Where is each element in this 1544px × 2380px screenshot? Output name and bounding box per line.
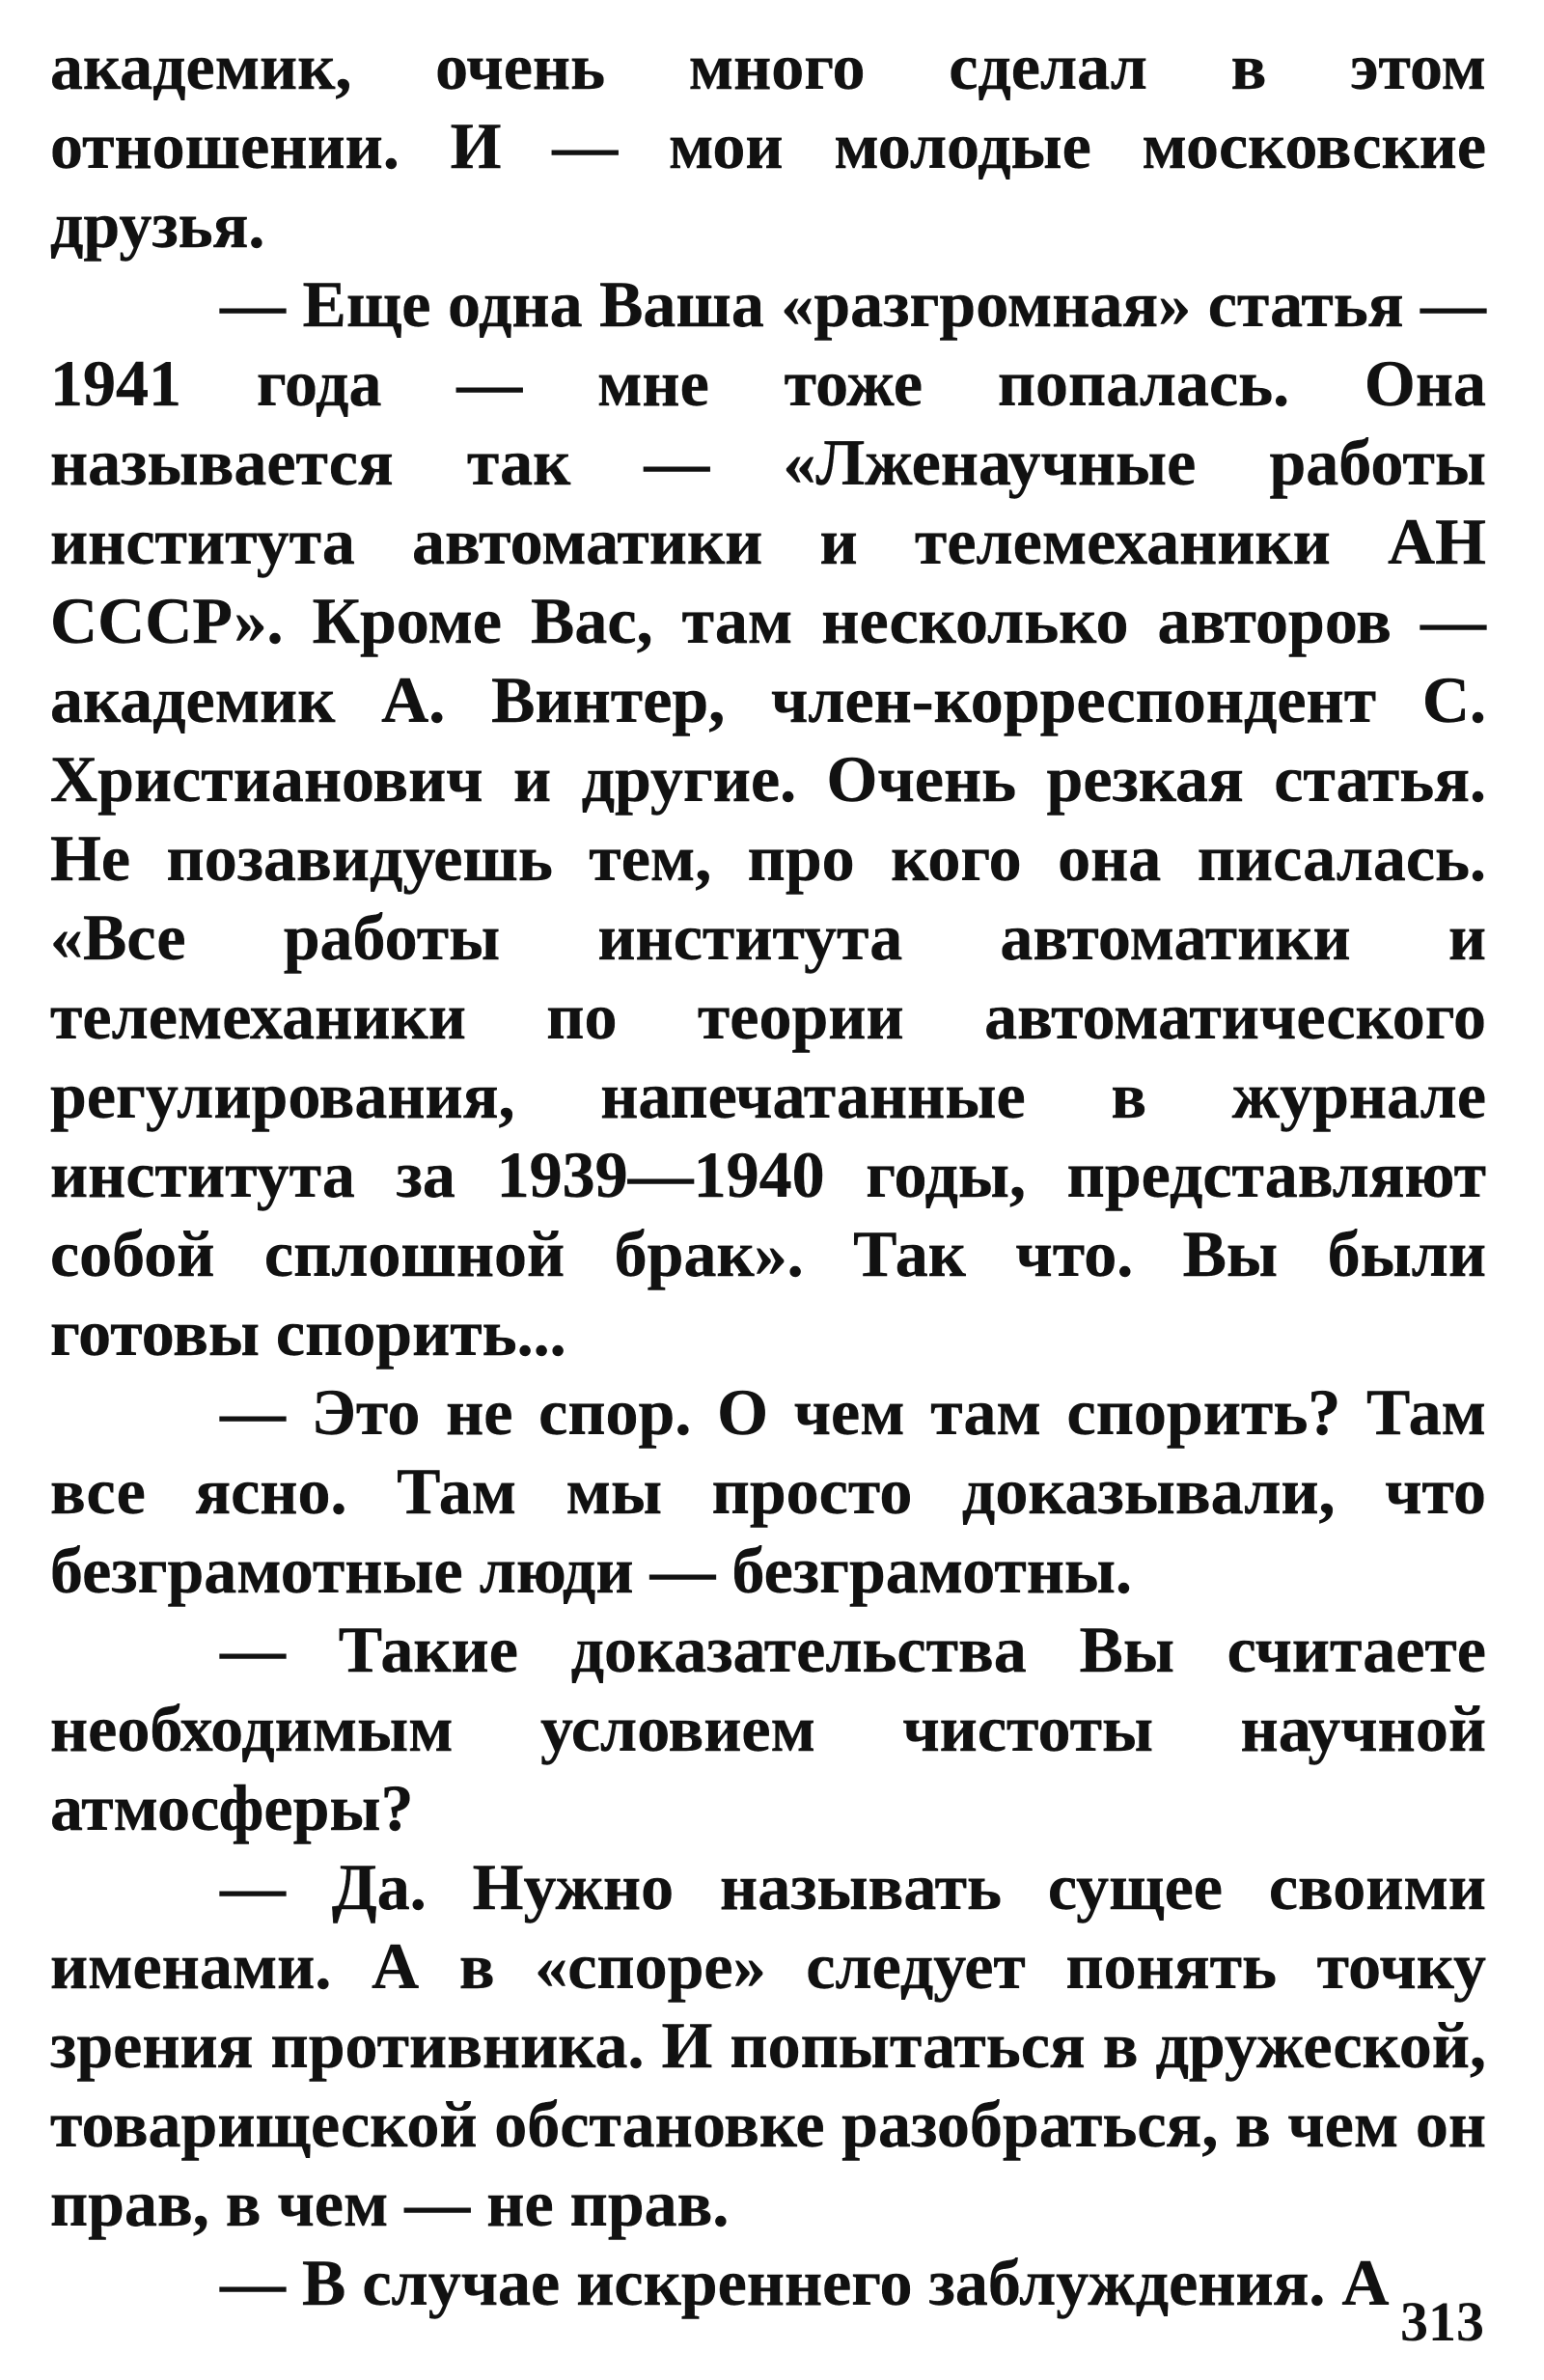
page-number: 313 [1400,2290,1484,2353]
paragraph-question-sincere-error: — В случае искреннего заблуждения. А [220,2246,1390,2319]
paragraph-continuation: академик, очень много сделал в этом отношении. И — мои молодые московские друзья. [50,30,1486,262]
page-body [50,27,1486,2322]
paragraph-question-evidence: — Такие доказательства Вы считаете необходимым условием чистоты научной атмосферы? [50,1613,1486,1844]
paragraph-answer-call-things: — Да. Нужно называть сущее своими именами. А в «споре» следует понять точку зрения противника. И попытаться в дружеской, товарищеской обстановке разобраться, в чем он прав, в чем — не прав. [50,1850,1486,2240]
paragraph-answer-not-dispute: — Это не спор. О чем там спорить? Там все ясно. Там мы просто доказывали, что безграмотные люди — безграмотны. [50,1375,1486,1607]
paragraph-question-1941-article: — Еще одна Ваша «разгромная» статья — 1941 года — мне тоже попалась. Она называется так — «Лженаучные работы института автоматики и телемеханики АН СССР». Кроме Вас, там несколько авторов — академик А. Винтер, член-корреспондент С. Христианович и другие. Очень резкая статья. Не позавидуешь тем, про кого она писалась. «Все работы института автоматики и телемеханики по теории автоматического регулирования, напечатанные в журнале института за 1939—1940 годы, представляют собой сплошной брак». Так что. Вы были готовы спорить... [50,267,1486,1370]
